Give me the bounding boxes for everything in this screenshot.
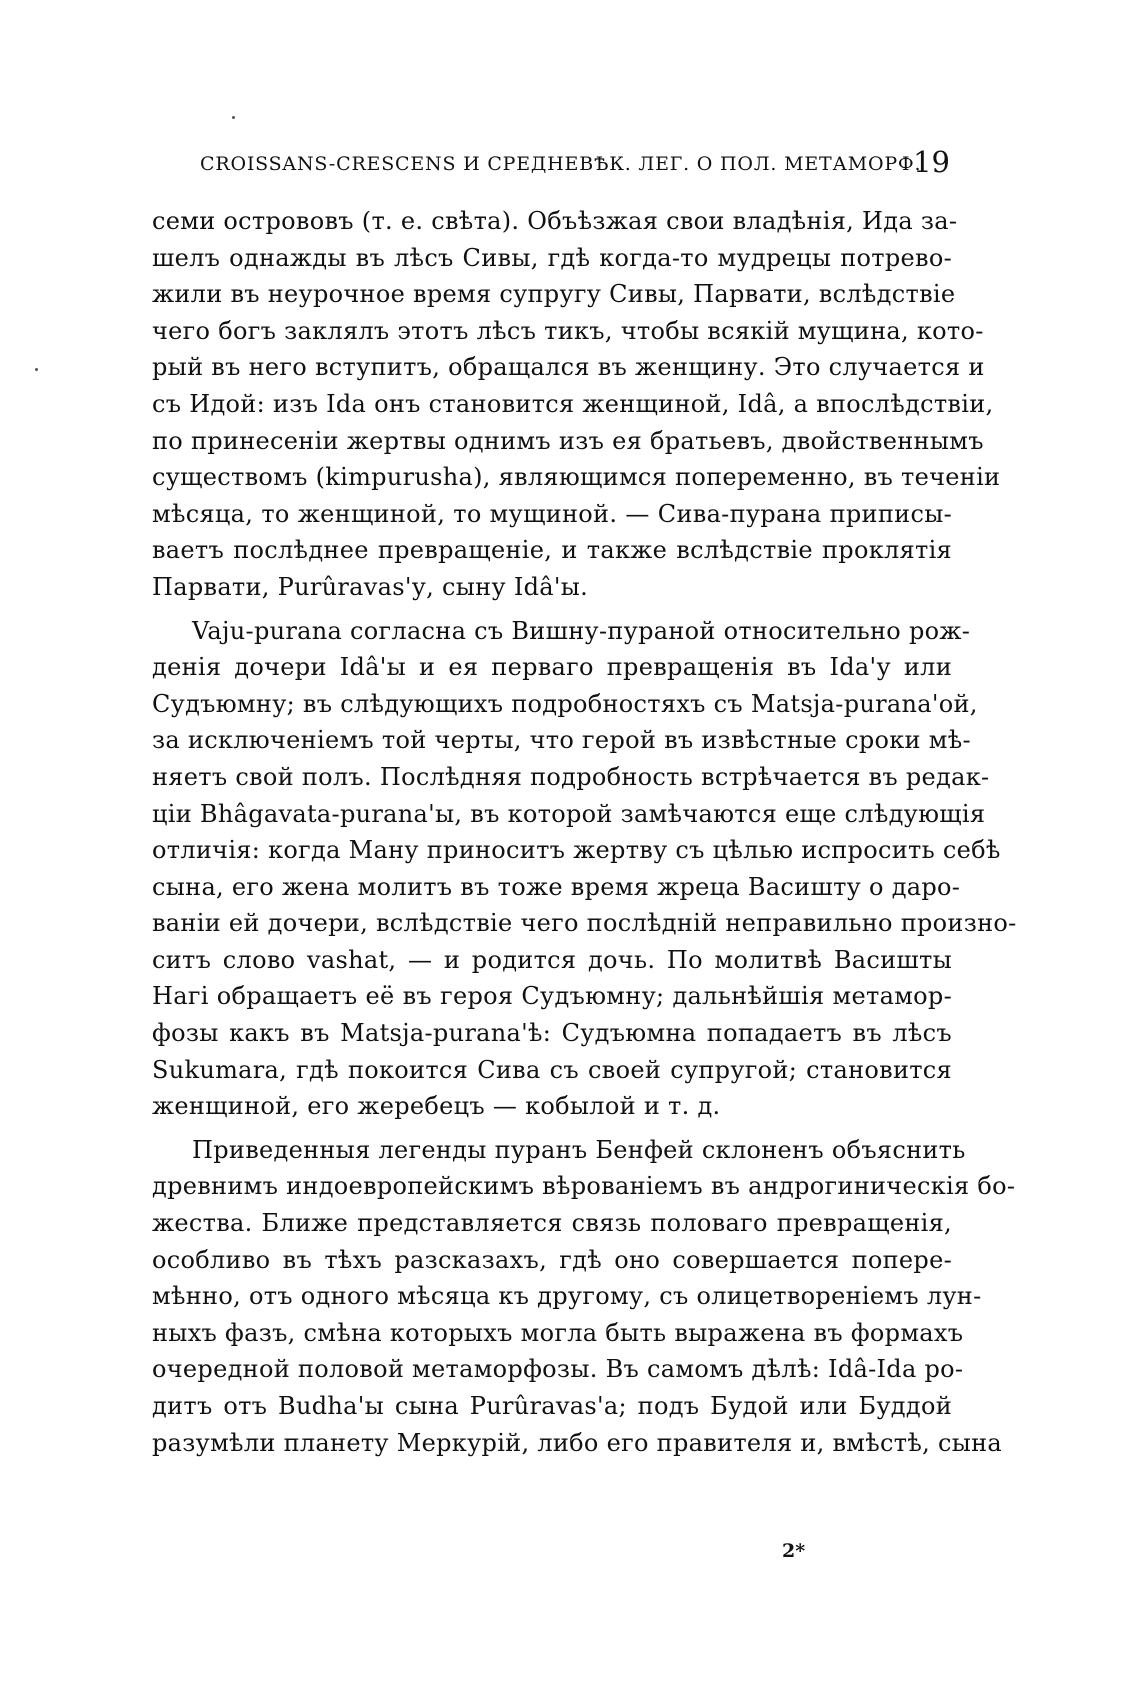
text-line: особливо въ тѣхъ разсказахъ, гдѣ оно совершается попере- xyxy=(152,1245,952,1274)
text-line: существомъ (kimpurusha), являющимся попеременно, въ теченіи xyxy=(152,463,1001,492)
text-line: чего богъ заклялъ этотъ лѣсъ тикъ, чтобы всякій мущина, кото- xyxy=(152,316,984,345)
text-line: ваетъ послѣднее превращеніе, и также вслѣдствіе проклятія xyxy=(152,536,952,565)
text-line: разумѣли планету Меркурій, либо его правителя и, вмѣстѣ, сына xyxy=(152,1428,1003,1457)
text-line: рый въ него вступитъ, обращался въ женщину. Это случается и xyxy=(152,353,985,382)
text-line: ныхъ фазъ, смѣна которыхъ могла быть выражена въ формахъ xyxy=(152,1318,964,1347)
text-line: сына, его жена молитъ въ тоже время жреца Васишту о даро- xyxy=(152,872,961,901)
paragraph xyxy=(152,613,1017,1125)
speck-mark xyxy=(35,368,38,371)
page-number: 19 xyxy=(913,145,950,179)
text-line: женщиной, его жеребецъ — кобылой и т. д. xyxy=(152,1092,721,1121)
text-line: шелъ однажды въ лѣсъ Сивы, гдѣ когда-то мудрецы потрево- xyxy=(152,243,952,272)
text-line: семи острововъ (т. е. свѣта). Объѣзжая свои владѣнія, Ида за- xyxy=(152,207,958,235)
running-title: CROISSANS-CRESCENS И СРЕДНЕВѢК. ЛЕГ. О ПОЛ. МЕТАМОРФ. xyxy=(200,153,922,175)
text-line: Vaju-purana согласна съ Вишну-пураной относительно рож- xyxy=(192,616,971,645)
text-line: отличія: когда Ману приноситъ жертву съ цѣлью испросить себѣ xyxy=(152,836,1001,865)
body-text xyxy=(152,203,1017,1468)
text-line: жества. Ближе представляется связь половаго превращенія, xyxy=(152,1209,952,1238)
text-line: Приведенныя легенды пуранъ Бенфей склоненъ объяснить xyxy=(192,1135,966,1164)
speck-mark xyxy=(232,116,235,119)
text-line: за исключеніемъ той черты, что герой въ извѣстные сроки мѣ- xyxy=(152,726,971,755)
text-line: Парвати, Purûravas'у, сыну Idâ'ы. xyxy=(152,572,589,601)
text-line: жили въ неурочное время супругу Сивы, Парвати, вслѣдствіе xyxy=(152,280,956,309)
text-line: ваніи ей дочери, вслѣдствіе чего послѣдній неправильно произно- xyxy=(152,909,1017,938)
text-line: денія дочери Idâ'ы и ея перваго превращенія въ Ida'у или xyxy=(152,653,952,682)
text-line: Нагі обращаетъ её въ героя Судъюмну; дальнѣйшія метамор- xyxy=(152,982,952,1011)
text-line: няетъ свой полъ. Послѣдняя подробность встрѣчается въ редак- xyxy=(152,762,990,791)
paragraph xyxy=(152,1132,1016,1461)
text-line: по принесеніи жертвы однимъ изъ ея братьевъ, двойственнымъ xyxy=(152,426,984,455)
signature-mark: 2* xyxy=(782,1540,806,1562)
text-line: ситъ слово vashat, — и родится дочь. По молитвѣ Васишты xyxy=(152,945,952,974)
running-header xyxy=(200,145,950,181)
paragraph xyxy=(152,203,1001,606)
text-line: очередной половой метаморфозы. Въ самомъ дѣлѣ: Idâ-Ida ро- xyxy=(152,1355,964,1384)
text-line: мѣнно, отъ одного мѣсяца къ другому, съ олицетвореніемъ лун- xyxy=(152,1282,982,1311)
text-line: древнимъ индоевропейскимъ вѣрованіемъ въ андрогиническія бо- xyxy=(152,1172,1016,1201)
text-line: мѣсяца, то женщиной, то мущиной. — Сива-пурана приписы- xyxy=(152,499,952,528)
text-line: дитъ отъ Budha'ы сына Purûravas'а; подъ Будой или Буддой xyxy=(152,1392,952,1420)
text-line: фозы какъ въ Matsja-purana'ѣ: Судъюмна попадаетъ въ лѣсъ xyxy=(152,1019,952,1048)
text-line: съ Идой: изъ Ida онъ становится женщиной, Idâ, а впослѣдствіи, xyxy=(152,389,994,418)
text-line: ціи Bhâgavata-purana'ы, въ которой замѣчаются еще слѣдующія xyxy=(152,799,986,828)
text-line: Судъюмну; въ слѣдующихъ подробностяхъ съ Matsja-purana'ой, xyxy=(152,689,978,718)
text-line: Sukumara, гдѣ покоится Сива съ своей супругой; становится xyxy=(152,1055,952,1084)
